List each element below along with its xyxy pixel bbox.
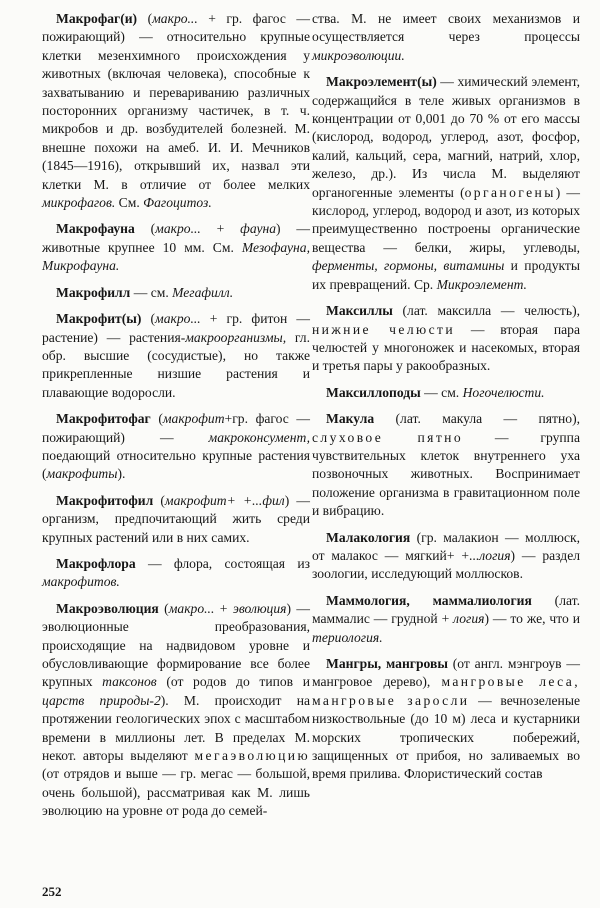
left-column <box>42 10 310 829</box>
entry-headword: Макрофилл <box>56 284 131 300</box>
entry-text: — вторая пара челюстей у многоножек и насекомых, вторая и третья пары у ракообразных. <box>312 321 580 374</box>
entry-text: слуховое пятно <box>312 429 464 445</box>
entry-text: макрофитов. <box>42 574 120 590</box>
entry-text: макро... <box>155 311 201 327</box>
dictionary-entry <box>42 492 310 547</box>
entry-text: (лат. маммалис — грудной + <box>312 592 580 627</box>
entry-text: нижние челюсти <box>312 321 456 337</box>
entry-headword: Максиллы <box>326 303 393 319</box>
entry-text: + гр. фагос — пожирающий) — относительно крупные клетки мезенхимного происхождения у животных (включая человека), способные к захватыванию и перевариванию различных посторонних организму частичек, в т. ч. микробов и др. возбудителей болезней. М. внешне похожи на амеб. И. И. Мечников (1845—1916), открывший их, назвал эти клетки М. в отличие от более мелких <box>42 11 310 192</box>
dictionary-entry <box>42 10 310 212</box>
entry-text: ). <box>117 466 126 482</box>
dictionary-entry <box>312 529 580 584</box>
entry-text: (от родов до типов и <box>156 674 310 690</box>
entry-text: ( <box>134 221 156 237</box>
entry-text: микрофагов. <box>42 195 116 211</box>
entry-headword: Макрофауна <box>56 221 135 237</box>
dictionary-entry <box>312 73 580 294</box>
entry-text: макро... <box>152 11 198 26</box>
entry-text: ) — кислород, углерод, водород и азот, из которых преимущественно построены органические вещества — белки, жиры, углеводы, <box>312 184 580 255</box>
entry-text: Ногочелюсти. <box>462 384 545 400</box>
entry-text: логия <box>453 611 485 627</box>
entry-text: (от отрядов и выше — гр. мегас — большой, очень большой), рассматривая как М. лишь эволюцию на уровне от рода до семей- <box>42 766 310 819</box>
entry-text: макро... <box>155 221 201 237</box>
entry-text: Фагоцитоз. <box>143 195 212 211</box>
entry-text: — группа чувствительных клеток внутреннего уха позвоночных животных. Воспринимает положение организма в гравитационном поле и вибрацию. <box>312 429 580 519</box>
entry-headword: Макрофаг(и) <box>56 11 138 26</box>
entry-text: и продукты их превращений. Ср. <box>312 258 580 292</box>
page-number: 252 <box>42 884 62 899</box>
entry-text: + <box>200 221 241 237</box>
dictionary-entry <box>312 10 580 65</box>
entry-text: фауна <box>240 221 277 237</box>
entry-text: ферменты, гормоны, витамины <box>312 258 505 274</box>
entry-text: — см. <box>130 284 173 300</box>
entry-text: См. <box>115 195 144 211</box>
right-column <box>312 10 580 792</box>
entry-headword: Макула <box>326 411 375 427</box>
entry-headword: Макроэволюция <box>56 600 159 616</box>
entry-text: Мезофауна, Микрофауна. <box>42 239 310 274</box>
entry-headword: Максиллоподы <box>326 384 421 400</box>
entry-text: ( <box>141 311 156 327</box>
dictionary-entry <box>42 410 310 484</box>
entry-text: органогены <box>464 184 556 200</box>
entry-headword: Малакология <box>326 529 411 545</box>
entry-text: макроконсумент, <box>208 429 310 445</box>
dictionary-entry <box>312 384 580 402</box>
entry-headword: Макрофитофил <box>56 492 154 508</box>
dictionary-entry <box>42 284 310 302</box>
entry-headword: Маммология, маммалиология <box>326 592 532 608</box>
dictionary-entry <box>42 555 310 592</box>
entry-text: ). М. происходит на протяжении геологических эпох с масштабом времени в миллионы лет. В пределах М. некот. авторы выделяют <box>42 692 311 764</box>
dictionary-entry <box>42 600 310 821</box>
entry-text: ( <box>137 11 153 26</box>
entry-text: ) — раздел зоологии, исследующий моллюсков. <box>312 547 581 582</box>
entry-text: — вечнозеленые низкоствольные (до 10 м) леса и кустарники морских тропических побережий, защищенных от прибоя, но заливаемых во время прилива. Флористический состав <box>312 692 580 782</box>
entry-headword: Макрофлора <box>56 555 136 571</box>
entry-text: макрофит+ +...фил <box>164 492 285 508</box>
entry-text: гл. обр. высшие (сосудистые), но также прикрепленные низшие растения и плавающие водоросли. <box>42 329 310 400</box>
entry-headword: Макроэлемент(ы) <box>326 74 437 90</box>
entry-text: ства. М. не имеет своих механизмов и осуществляется через процессы <box>312 11 580 45</box>
entry-text: + гр. фитон — растение) — растения- <box>42 311 310 345</box>
entry-headword: Макрофитофаг <box>56 411 151 427</box>
entry-headword: Мангры, мангровы <box>326 656 448 671</box>
dictionary-entry <box>42 310 310 402</box>
entry-text: ) — то же, что и <box>484 611 580 627</box>
entry-text: таксонов <box>102 674 157 690</box>
entry-text: Микроэлемент. <box>436 276 527 292</box>
entry-text: ( <box>158 600 169 616</box>
entry-text: эволюция <box>232 600 287 616</box>
entry-text: царств природы-2 <box>42 692 161 708</box>
entry-text: поедающий относительно крупные растения ( <box>42 447 310 482</box>
dictionary-entry <box>312 655 580 784</box>
entry-text: ( <box>150 411 163 427</box>
entry-text: ( <box>153 492 165 508</box>
dictionary-entry <box>42 220 310 275</box>
entry-text: териология. <box>312 629 383 645</box>
entry-text: (лат. максилла — челюсть), <box>392 303 580 319</box>
entry-headword: Макрофит(ы) <box>56 311 142 327</box>
entry-text: ) — животные крупнее 10 мм. См. <box>42 221 310 255</box>
entry-text: (лат. макула — пятно), <box>374 411 580 427</box>
entry-text: макроорганизмы, <box>185 329 287 345</box>
entry-text: — флора, состоящая из <box>135 555 310 571</box>
entry-text: мегаэволюцию <box>194 748 310 764</box>
entry-text: + <box>214 600 233 616</box>
dictionary-entry <box>312 592 580 647</box>
entry-text: (от англ. мэнгроув — мангровое дерево), <box>312 656 580 690</box>
entry-text: макрофит <box>162 411 225 427</box>
entry-text: — см. <box>420 384 463 400</box>
entry-text: Мегафилл. <box>172 284 234 300</box>
entry-text: макро... <box>168 600 215 616</box>
entry-text: ) — организм, предпочитающий жить среди крупных растений или в них самих. <box>42 492 310 545</box>
entry-text: логия <box>479 547 511 563</box>
entry-text: микроэволюции. <box>312 47 405 63</box>
dictionary-entry <box>312 302 580 376</box>
entry-text: мангровые леса, мангровые заросли <box>312 674 580 708</box>
entry-text: макрофиты <box>46 466 118 482</box>
entry-text: — химический элемент, содержащийся в теле живых организмов в концентрации от 0,001 до 70 % от его массы (кислород, водород, углерод, азот, фосфор, калий, кальций, сера, магний, натрий, хлор, железо, др.). Из числа М. выделяют органогенные элементы ( <box>312 74 580 200</box>
entry-text: ) — эволюционные преобразования, происходящие на надвидовом уровне и обусловливающие формирование все более крупных <box>42 600 310 690</box>
entry-text: (гр. малакион — моллюск, от малакос — мягкий+ +... <box>312 529 580 563</box>
dictionary-entry <box>312 410 580 520</box>
entry-text: +гр. фагос — пожирающий) — <box>42 411 310 445</box>
